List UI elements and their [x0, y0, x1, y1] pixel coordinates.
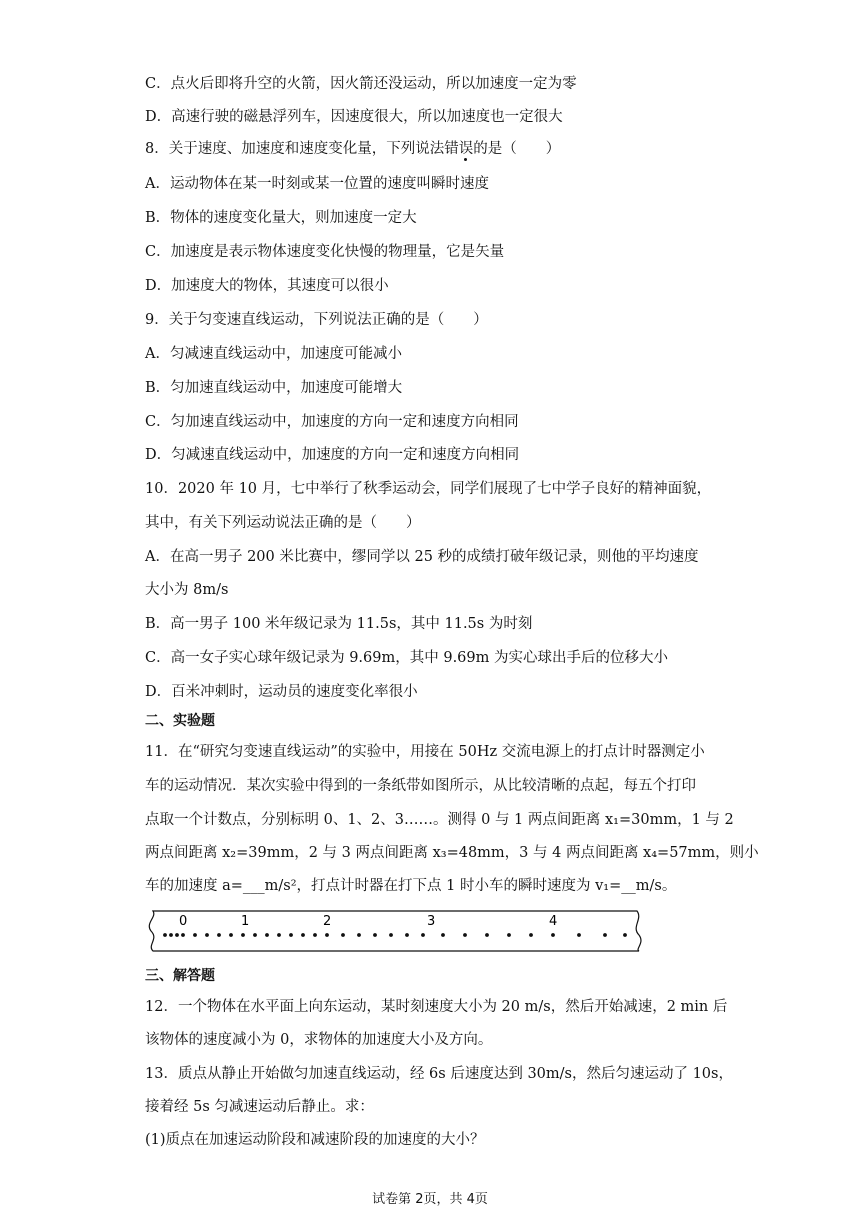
tape-dot: [485, 933, 489, 937]
tape-dot: [181, 933, 185, 937]
q11-line4: 两点间距离 x₂=39mm，2 与 3 两点间距离 x₃=48mm，3 与 4 两点间距离 x₄=57mm，则小: [145, 845, 759, 861]
tape-dot: [357, 933, 361, 937]
q10-option-b: B．高一男子 100 米年级记录为 11.5s，其中 11.5s 为时刻: [145, 616, 533, 632]
q8-stem-text: 8．关于速度、加速度和速度变化量，下列说法错: [145, 141, 459, 157]
tape-label-0: 0: [179, 914, 188, 929]
tape-dot: [241, 933, 245, 937]
q8-stem: [145, 139, 790, 159]
q13-line2: 接着经 5s 匀减速运动后静止。求：: [145, 1099, 374, 1115]
q10-option-d: D．百米冲刺时，运动员的速度变化率很小: [145, 684, 418, 700]
tape-dot: [529, 933, 533, 937]
q13-line1: 13．质点从静止开始做匀加速直线运动，经 6s 后速度达到 30m/s，然后匀速运动了 10s，: [145, 1066, 733, 1082]
q9-option-b: B．匀加速直线运动中，加速度可能增大: [145, 380, 403, 396]
q10-stem-line2: 其中，有关下列运动说法正确的是（ ）: [145, 515, 421, 531]
tape-dot: [623, 933, 627, 937]
section-answer-heading: 三、解答题: [145, 968, 215, 984]
q10-option-a-line1: A．在高一男子 200 米比赛中，缪同学以 25 秒的成绩打破年级记录，则他的平均速度: [145, 549, 699, 565]
tape-dot: [441, 933, 445, 937]
q8-option-b: B．物体的速度变化量大，则加速度一定大: [145, 210, 417, 226]
q8-option-c: C．加速度是表示物体速度变化快慢的物理量，它是矢量: [145, 244, 505, 260]
tape-label-2: 2: [323, 914, 332, 929]
q7-option-d: D．高速行驶的磁悬浮列车，因速度很大，所以加速度也一定很大: [145, 109, 563, 125]
tape-dot: [325, 933, 329, 937]
tape-dot: [405, 933, 409, 937]
q11-line1: 11．在“研究匀变速直线运动”的实验中，用接在 50Hz 交流电源上的打点计时器测定小: [145, 744, 705, 760]
q8-option-d: D．加速度大的物体，其速度可以很小: [145, 278, 389, 294]
tape-dot: [265, 933, 269, 937]
tape-dot: [603, 933, 607, 937]
tape-dot: [229, 933, 233, 937]
tape-dot: [463, 933, 467, 937]
tape-dot: [277, 933, 281, 937]
q7-option-c: C．点火后即将升空的火箭，因火箭还没运动，所以加速度一定为零: [145, 76, 577, 92]
q8-option-a: A．运动物体在某一时刻或某一位置的速度叫瞬时速度: [145, 176, 489, 192]
tape-dot: [551, 933, 555, 937]
tape-dot: [389, 933, 393, 937]
tape-dot: [313, 933, 317, 937]
q9-option-a: A．匀减速直线运动中，加速度可能减小: [145, 346, 402, 362]
tape-outline: [149, 911, 641, 951]
q10-option-c: C．高一女子实心球年级记录为 9.69m，其中 9.69m 为实心球出手后的位移大小: [145, 650, 668, 666]
q8-stem-tail: 的是（ ）: [473, 141, 561, 157]
tape-dot: [577, 933, 581, 937]
tape-dot: [169, 933, 173, 937]
tape-dot: [253, 933, 257, 937]
tape-label-3: 3: [427, 914, 436, 929]
tape-dot: [217, 933, 221, 937]
tape-dot: [175, 933, 179, 937]
paper-tape-figure: [145, 905, 645, 957]
tape-dot: [421, 933, 425, 937]
q13-line3: (1)质点在加速运动阶段和减速阶段的加速度的大小？: [145, 1132, 485, 1148]
q10-option-a-line2: 大小为 8m/s: [145, 582, 229, 598]
q9-option-c: C．匀加速直线运动中，加速度的方向一定和速度方向相同: [145, 414, 519, 430]
q9-option-d: D．匀减速直线运动中，加速度的方向一定和速度方向相同: [145, 447, 520, 463]
tape-dot: [341, 933, 345, 937]
tape-label-1: 1: [241, 914, 250, 929]
tape-dot: [193, 933, 197, 937]
tape-dot: [301, 933, 305, 937]
tape-dot: [373, 933, 377, 937]
tape-dot: [289, 933, 293, 937]
q12-line2: 该物体的速度减小为 0，求物体的加速度大小及方向。: [145, 1032, 493, 1048]
tape-dot: [205, 933, 209, 937]
tape-dot: [163, 933, 167, 937]
section-experiment-heading: 二、实验题: [145, 713, 215, 729]
page-footer: 试卷第 2页，共 4页: [372, 1192, 488, 1207]
tape-label-4: 4: [549, 914, 558, 929]
q10-stem-line1: 10．2020 年 10 月，七中举行了秋季运动会，同学们展现了七中学子良好的精神面貌，: [145, 481, 712, 497]
q11-line2: 车的运动情况．某次实验中得到的一条纸带如图所示，从比较清晰的点起，每五个打印: [145, 778, 696, 794]
q11-line5: 车的加速度 a=___m/s²，打点计时器在打下点 1 时小车的瞬时速度为 v₁=__m/s。: [145, 878, 677, 894]
q8-emphasis-char: 误: [458, 141, 474, 157]
q9-stem: 9．关于匀变速直线运动，下列说法正确的是（ ）: [145, 312, 488, 328]
q12-line1: 12．一个物体在水平面上向东运动，某时刻速度大小为 20 m/s，然后开始减速，2 min 后: [145, 999, 728, 1015]
tape-dot: [507, 933, 511, 937]
q11-line3: 点取一个计数点，分别标明 0、1、2、3……。测得 0 与 1 两点间距离 x₁=30mm，1 与 2: [145, 812, 734, 828]
